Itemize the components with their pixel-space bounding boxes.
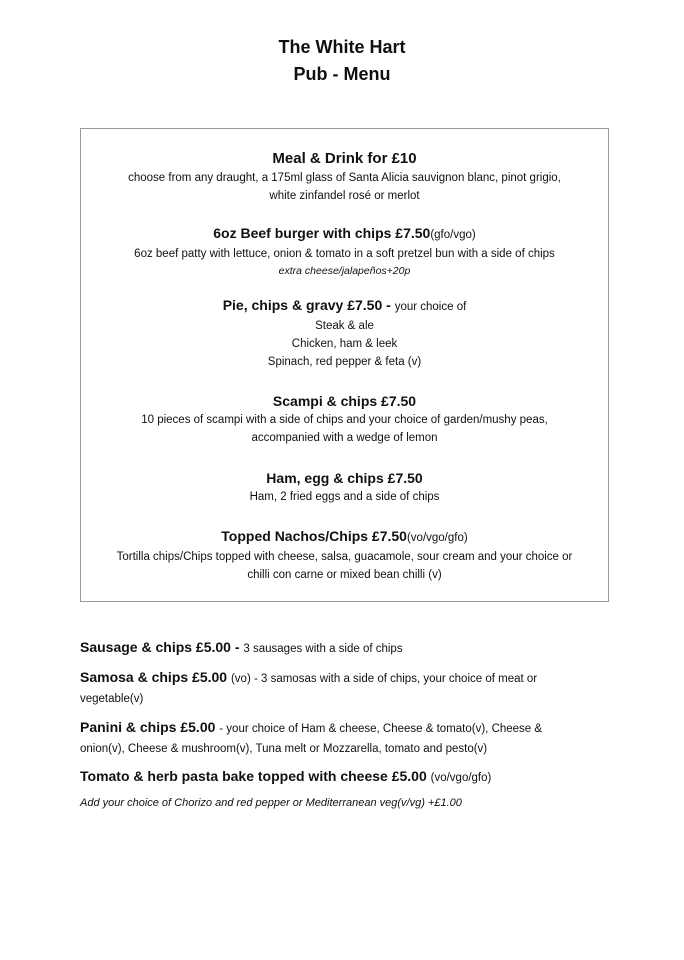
pasta-item <box>80 766 600 812</box>
meal-deal-desc-line2: white zinfandel rosé or merlot <box>269 190 420 202</box>
sausage-item <box>80 637 600 659</box>
nachos-section <box>81 526 608 584</box>
pie-option-2: Chicken, ham & leek <box>291 338 398 350</box>
pie-title: Pie, chips & gravy £7.50 - <box>222 297 395 313</box>
sausage-title: Sausage & chips £5.00 - <box>80 639 244 655</box>
pasta-note: Add your choice of Chorizo and red pepper or Mediterranean veg(v/vg) +£1.00 <box>80 797 462 809</box>
pie-section <box>81 295 608 371</box>
pie-option-1: Steak & ale <box>315 320 374 332</box>
featured-menu-box <box>80 128 609 602</box>
pie-option-3: Spinach, red pepper & feta (v) <box>267 356 422 368</box>
pie-title-line <box>81 295 608 317</box>
meal-deal-desc-line1: choose from any draught, a 175ml glass of Santa Alicia sauvignon blanc, pinot grigio, <box>128 172 561 184</box>
nachos-dietary: (vo/vgo/gfo) <box>406 532 468 544</box>
nachos-title-line <box>81 526 608 548</box>
sausage-line <box>80 637 600 659</box>
burger-dietary: (gfo/vgo) <box>430 229 476 241</box>
burger-extra: extra cheese/jalapeños+20p <box>278 265 411 277</box>
panini-line1 <box>80 717 600 739</box>
samosa-title: Samosa & chips £5.00 <box>80 669 231 685</box>
samosa-desc-line2: vegetable(v) <box>80 693 144 705</box>
burger-title-line <box>81 223 608 245</box>
menu-subtitle: Pub - Menu <box>293 64 391 84</box>
nachos-title: Topped Nachos/Chips £7.50 <box>221 528 407 544</box>
meal-deal-section <box>81 149 608 205</box>
panini-item <box>80 717 600 759</box>
scampi-desc-line1: 10 pieces of scampi with a side of chips and your choice of garden/mushy peas, <box>141 414 548 426</box>
pasta-dietary: (vo/vgo/gfo) <box>430 772 492 784</box>
samosa-line1 <box>80 667 600 689</box>
scampi-desc-line2: accompanied with a wedge of lemon <box>251 432 438 444</box>
pie-suffix: your choice of <box>394 301 467 313</box>
meal-deal-title: Meal & Drink for £10 <box>272 150 417 167</box>
burger-section <box>81 223 608 279</box>
burger-desc: 6oz beef patty with lettuce, onion & tomato in a soft pretzel bun with a side of chips <box>134 248 555 260</box>
panini-desc-line1: - your choice of Ham & cheese, Cheese & tomato(v), Cheese & <box>219 723 543 735</box>
panini-desc-line2: onion(v), Cheese & mushroom(v), Tuna melt or Mozzarella, tomato and pesto(v) <box>80 743 488 755</box>
nachos-desc-line2: chilli con carne or mixed bean chilli (v) <box>247 569 442 581</box>
samosa-desc-line1: (vo) - 3 samosas with a side of chips, your choice of meat or <box>230 673 538 685</box>
menu-title: The White Hart <box>278 37 406 57</box>
ham-egg-desc: Ham, 2 fried eggs and a side of chips <box>249 491 440 503</box>
burger-title: 6oz Beef burger with chips £7.50 <box>213 225 431 241</box>
scampi-section <box>81 391 608 447</box>
pasta-line <box>80 766 600 788</box>
pasta-title: Tomato & herb pasta bake topped with cheese £5.00 <box>80 768 431 784</box>
scampi-title: Scampi & chips £7.50 <box>272 393 417 409</box>
sausage-desc: 3 sausages with a side of chips <box>243 643 403 655</box>
panini-title: Panini & chips £5.00 <box>80 719 220 735</box>
samosa-item <box>80 667 600 709</box>
ham-egg-title: Ham, egg & chips £7.50 <box>266 470 423 486</box>
nachos-desc-line1: Tortilla chips/Chips topped with cheese, salsa, guacamole, sour cream and your choice or <box>116 551 573 563</box>
ham-egg-section <box>81 468 608 506</box>
